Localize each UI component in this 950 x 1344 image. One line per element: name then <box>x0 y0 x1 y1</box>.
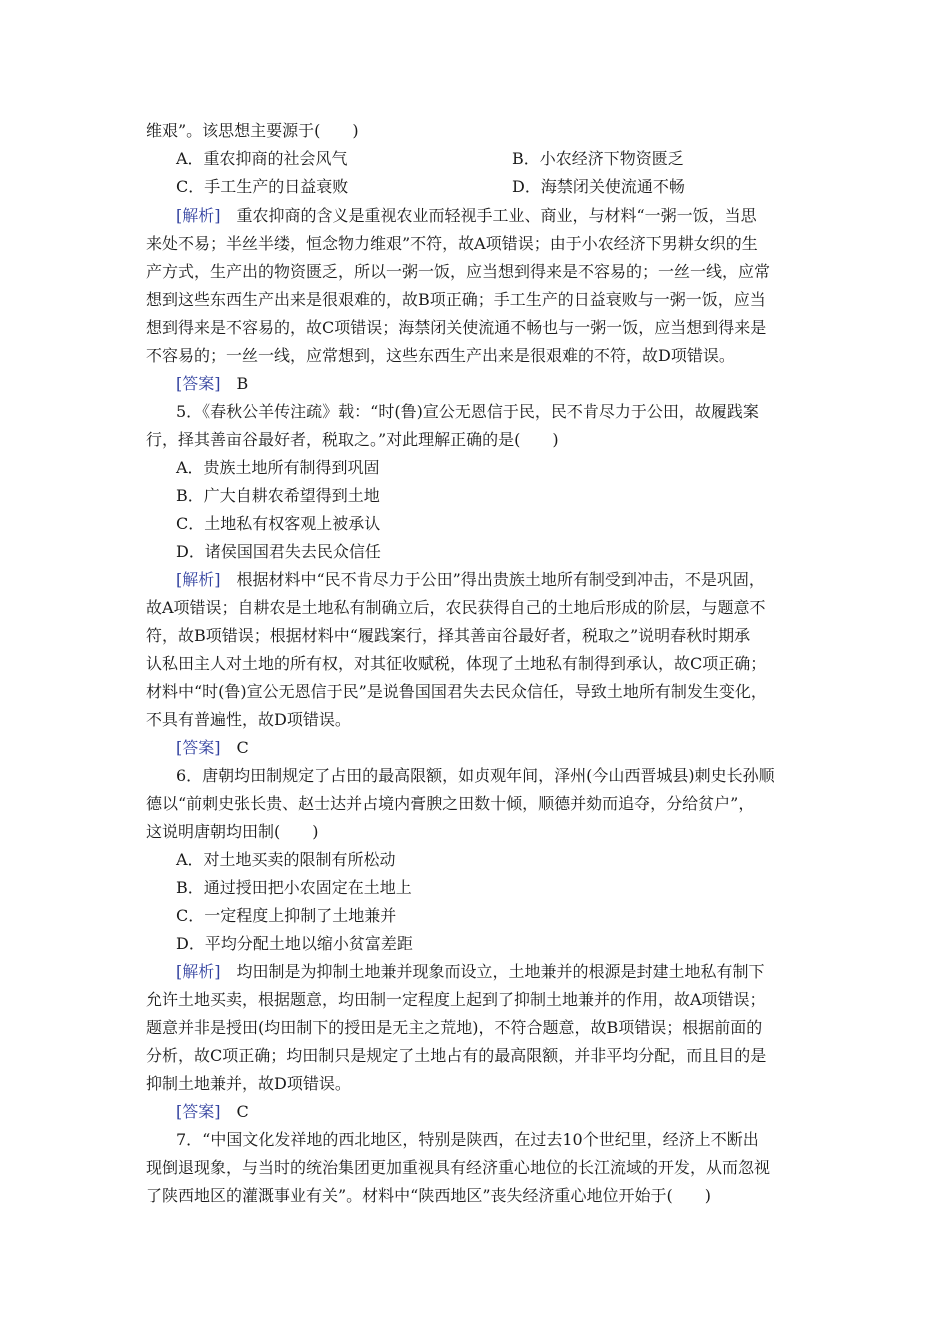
q4-answer <box>176 370 248 398</box>
q4-option-b: B．小农经济下物资匮乏 <box>512 149 684 168</box>
q4-analysis-line-5: 想到得来是不容易的，故C项错误；海禁闭关使流通不畅也与一粥一饭，应当想到得来是 <box>146 318 767 337</box>
analysis-tag: [解析] <box>176 570 221 589</box>
q5-option-c: C．土地私有权客观上被承认 <box>176 514 381 533</box>
analysis-text: 均田制是为抑制土地兼并现象而设立，土地兼并的根源是封建土地私有制下 <box>220 962 765 981</box>
analysis-tag: [解析] <box>176 206 221 225</box>
q6-analysis-line-3: 题意并非是授田(均田制下的授田是无主之荒地)，不符合题意，故B项错误；根据前面的 <box>146 1018 763 1037</box>
q5-analysis-line-5: 材料中“时(鲁)宣公无恩信于民”是说鲁国国君失去民众信任，导致土地所有制发生变化， <box>146 682 767 701</box>
q5-analysis-line-2: 故A项错误；自耕农是土地私有制确立后，农民获得自己的土地后形成的阶层，与题意不 <box>146 598 766 617</box>
q5-analysis-line-6: 不具有普遍性，故D项错误。 <box>146 710 351 729</box>
analysis-text: 根据材料中“民不肯尽力于公田”得出贵族土地所有制受到冲击，不是巩固， <box>220 570 765 589</box>
q6-analysis-line-1 <box>176 958 765 986</box>
question-6-stem-line-2: 德以“前刺史张长贵、赵士达并占境内膏腴之田数十倾，顺德并劾而追夺，分给贫户”， <box>146 794 755 813</box>
q4-option-c: C．手工生产的日益衰败 <box>176 177 349 196</box>
q5-answer <box>176 734 249 762</box>
q6-option-b: B．通过授田把小农固定在土地上 <box>176 878 412 897</box>
answer-value: B <box>220 374 249 393</box>
q6-option-a: A．对土地买卖的限制有所松动 <box>176 850 396 869</box>
answer-tag: [答案] <box>176 374 221 393</box>
q4-option-a: A．重农抑商的社会风气 <box>176 149 348 168</box>
analysis-tag: [解析] <box>176 962 221 981</box>
q6-analysis-line-5: 抑制土地兼并，故D项错误。 <box>146 1074 351 1093</box>
question-5-stem-line-1: 5．《春秋公羊传注疏》载：“时(鲁)宣公无恩信于民，民不肯尽力于公田，故履践案 <box>176 402 759 421</box>
answer-tag: [答案] <box>176 1102 221 1121</box>
q4-option-d: D．海禁闭关使流通不畅 <box>512 177 685 196</box>
question-7-stem-line-1: 7．“中国文化发祥地的西北地区，特别是陕西，在过去10个世纪里，经济上不断出 <box>176 1130 759 1149</box>
answer-value: C <box>220 738 249 757</box>
question-7-stem-line-2: 现倒退现象，与当时的统治集团更加重视具有经济重心地位的长江流域的开发，从而忽视 <box>146 1158 771 1177</box>
q4-analysis-line-2: 来处不易；半丝半缕，恒念物力维艰”不符，故A项错误；由于小农经济下男耕女织的生 <box>146 234 758 253</box>
analysis-text: 重农抑商的含义是重视农业而轻视手工业、商业，与材料“一粥一饭，当思 <box>220 206 757 225</box>
q6-option-c: C．一定程度上抑制了土地兼并 <box>176 906 397 925</box>
q5-analysis-line-1 <box>176 566 765 594</box>
q4-analysis-line-4: 想到这些东西生产出来是很艰难的，故B项正确；手工生产的日益衰败与一粥一饭，应当 <box>146 290 766 309</box>
q5-analysis-line-3: 符，故B项错误；根据材料中“履践案行，择其善亩谷最好者，税取之”说明春秋时期承 <box>146 626 751 645</box>
question-6-stem-line-1: 6．唐朝均田制规定了占田的最高限额，如贞观年间，泽州(今山西晋城县)刺史长孙顺 <box>176 766 775 785</box>
q4-analysis-line-1 <box>176 202 757 230</box>
q6-analysis-line-4: 分析，故C项正确；均田制只是规定了土地占有的最高限额，并非平均分配，而且目的是 <box>146 1046 767 1065</box>
question-7-stem-line-3: 了陕西地区的灌溉事业有关”。材料中“陕西地区”丧失经济重心地位开始于( ) <box>146 1186 712 1205</box>
q4-analysis-line-3: 产方式，生产出的物资匮乏，所以一粥一饭，应当想到得来是不容易的；一丝一线，应常 <box>146 262 771 281</box>
answer-value: C <box>220 1102 249 1121</box>
q6-analysis-line-2: 允许土地买卖，根据题意，均田制一定程度上起到了抑制土地兼并的作用，故A项错误； <box>146 990 766 1009</box>
q5-option-b: B．广大自耕农希望得到土地 <box>176 486 380 505</box>
question-5-stem-line-2: 行，择其善亩谷最好者，税取之。”对此理解正确的是( ) <box>146 430 559 449</box>
q6-option-d: D．平均分配土地以缩小贫富差距 <box>176 934 413 953</box>
q5-option-d: D．诸侯国国君失去民众信任 <box>176 542 381 561</box>
q5-option-a: A．贵族土地所有制得到巩固 <box>176 458 380 477</box>
q4-analysis-line-6: 不容易的；一丝一线，应常想到，这些东西生产出来是很艰难的不符，故D项错误。 <box>146 346 735 365</box>
question-4-stem-end: 维艰”。该思想主要源于( ) <box>146 121 359 140</box>
q5-analysis-line-4: 认私田主人对土地的所有权，对其征收赋税，体现了土地私有制得到承认，故C项正确； <box>146 654 767 673</box>
question-6-stem-line-3: 这说明唐朝均田制( ) <box>146 822 319 841</box>
q6-answer <box>176 1098 249 1126</box>
answer-tag: [答案] <box>176 738 221 757</box>
